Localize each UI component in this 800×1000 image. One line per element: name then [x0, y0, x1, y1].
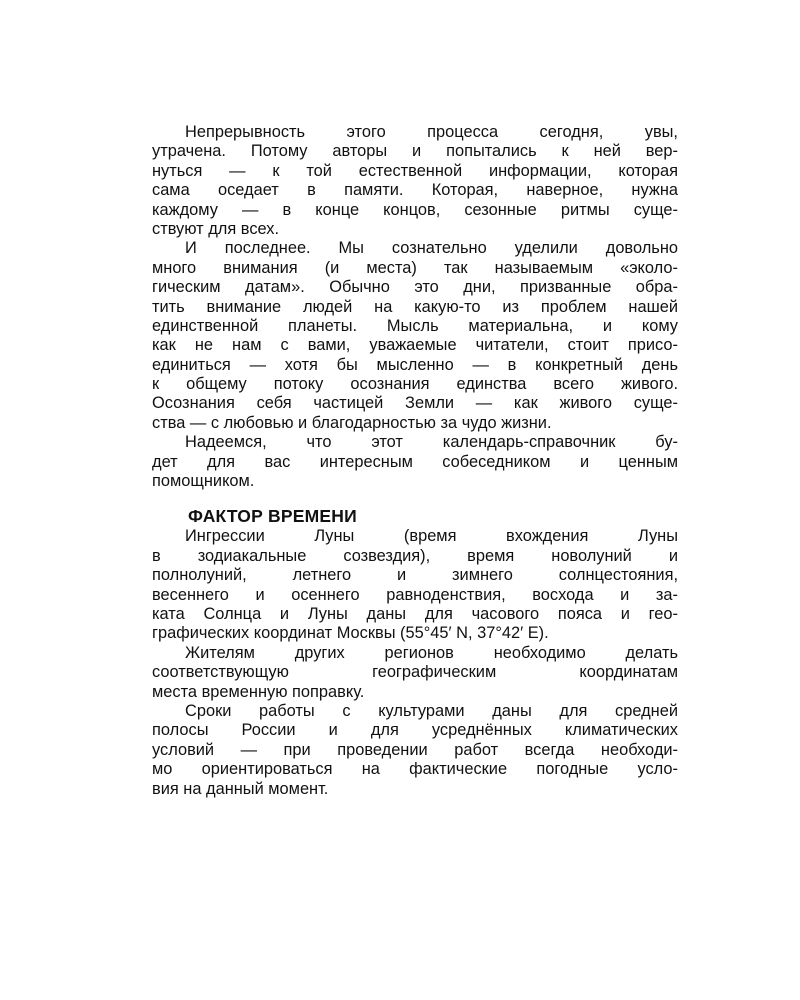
intro-paragraph-2	[152, 239, 678, 433]
text-line: Осознания себя частицей Земли — как живого суще-	[152, 394, 678, 413]
text-line: нуться — к той естественной информации, которая	[152, 161, 678, 180]
text-line: тить внимание людей на какую-то из проблем нашей	[152, 297, 678, 316]
text-line: единственной планеты. Мысль материальна, и кому	[152, 316, 678, 335]
text-line: утрачена. Потому авторы и попытались к ней вер-	[152, 142, 678, 161]
text-line: Ингрессии Луны (время вхождения Луны	[185, 527, 678, 546]
text-line: соответствующую географическим координатам	[152, 663, 678, 682]
intro-paragraph-1	[152, 123, 678, 239]
text-line: места временную поправку.	[152, 682, 365, 701]
text-line: каждому — в конце концов, сезонные ритмы суще-	[152, 200, 678, 219]
text-line: условий — при проведении работ всегда необходи-	[152, 740, 678, 759]
text-line: полнолуний, летнего и зимнего солнцестояния,	[152, 566, 678, 585]
text-line: весеннего и осеннего равноденствия, восхода и за-	[152, 585, 678, 604]
text-line: ства — с любовью и благодарностью за чудо жизни.	[152, 413, 552, 432]
text-line: Жителям других регионов необходимо делать	[185, 643, 678, 662]
text-line: графических координат Москвы (55°45′ N, 37°42′ E).	[152, 624, 549, 643]
text-line: И последнее. Мы сознательно уделили довольно	[185, 239, 678, 258]
text-line: Надеемся, что этот календарь-справочник бу-	[185, 433, 678, 452]
text-line: единиться — хотя бы мысленно — в конкретный день	[152, 355, 678, 374]
text-line: ствуют для всех.	[152, 219, 280, 238]
text-line: вия на данный момент.	[152, 779, 329, 798]
text-line: гическим датам». Обычно это дни, призванные обра-	[152, 278, 678, 297]
text-line: помощником.	[152, 472, 255, 491]
text-line: полосы России и для усреднённых климатических	[152, 721, 678, 740]
text-line: в зодиакальные созвездия), время новолуний и	[152, 546, 678, 565]
text-line: Непрерывность этого процесса сегодня, увы,	[185, 123, 678, 141]
text-line: сама оседает в памяти. Которая, наверное, нужна	[152, 181, 678, 200]
page-body	[152, 123, 678, 799]
text-line: мо ориентироваться на фактические погодные усло-	[152, 760, 678, 779]
section-paragraph-2	[152, 644, 678, 702]
text-line: как не нам с вами, уважаемые читатели, стоит присо-	[152, 336, 678, 355]
intro-paragraph-3	[152, 433, 678, 491]
text-line: дет для вас интересным собеседником и ценным	[152, 452, 678, 471]
section-paragraph-3	[152, 702, 678, 799]
section-paragraph-1	[152, 527, 678, 643]
text-line: много внимания (и места) так называемым «эколо-	[152, 258, 678, 277]
text-line: к общему потоку осознания единства всего живого.	[152, 375, 678, 394]
section-heading: ФАКТОР ВРЕМЕНИ	[188, 506, 357, 527]
text-line: Сроки работы с культурами даны для средней	[185, 701, 678, 720]
text-line: ката Солнца и Луны даны для часового пояса и гео-	[152, 604, 678, 623]
